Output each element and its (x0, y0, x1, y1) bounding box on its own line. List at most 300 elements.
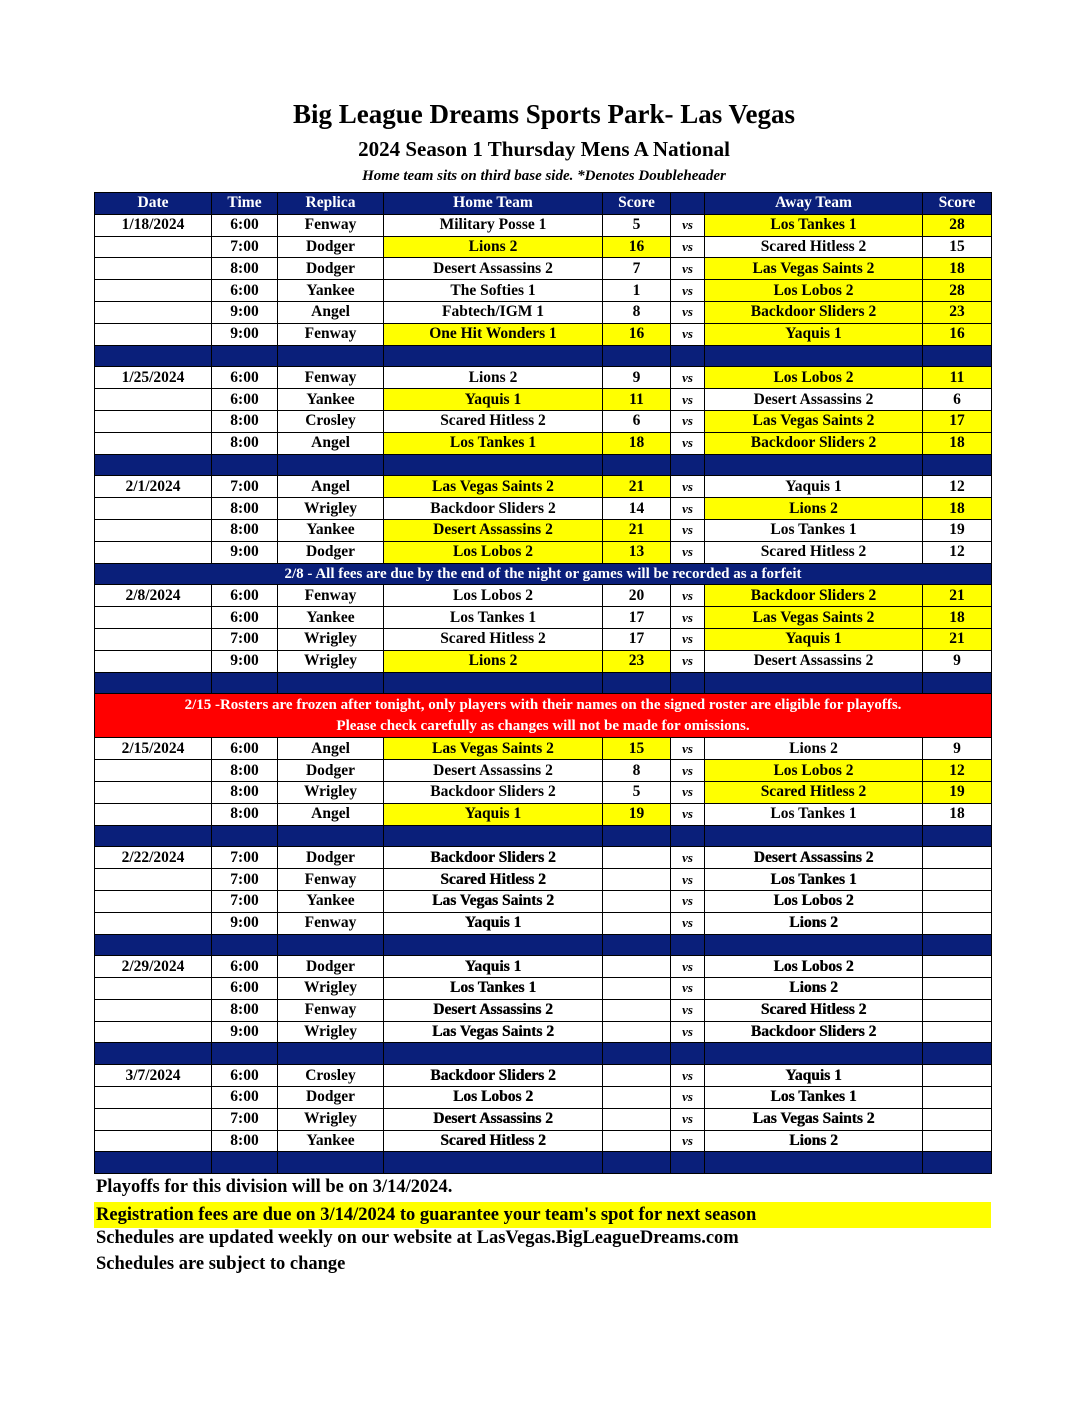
field-replica: Dodger (278, 847, 384, 869)
home-team: Los Tankes 1 (384, 432, 603, 454)
field-replica: Wrigley (278, 1108, 384, 1130)
away-team: Yaquis 1 (705, 1065, 923, 1087)
game-date (95, 236, 212, 258)
game-time: 9:00 (212, 323, 278, 345)
away-score: 18 (923, 432, 992, 454)
away-score: 11 (923, 367, 992, 389)
home-team: Yaquis 1 (384, 803, 603, 825)
separator-cell (671, 454, 705, 476)
website-note: Schedules are updated weekly on our website at LasVegas.BigLeagueDreams.com (96, 1228, 739, 1248)
home-score (603, 1087, 671, 1109)
home-score (603, 978, 671, 1000)
away-team: Lions 2 (705, 912, 923, 934)
game-date: 3/7/2024 (95, 1065, 212, 1087)
home-score: 8 (603, 760, 671, 782)
home-score: 5 (603, 214, 671, 236)
vs-label: vs (671, 650, 705, 672)
game-time: 6:00 (212, 367, 278, 389)
field-replica: Angel (278, 738, 384, 760)
home-score: 6 (603, 410, 671, 432)
home-score (603, 999, 671, 1021)
page-subtitle: 2024 Season 1 Thursday Mens A National (358, 137, 730, 161)
separator-cell (212, 934, 278, 956)
away-score: 18 (923, 258, 992, 280)
game-time: 8:00 (212, 498, 278, 520)
separator-cell (212, 1043, 278, 1065)
vs-label: vs (671, 847, 705, 869)
home-score (603, 1130, 671, 1152)
home-score (603, 847, 671, 869)
away-score: 21 (923, 628, 992, 650)
away-team: Backdoor Sliders 2 (705, 585, 923, 607)
col-header-time: Time (212, 193, 278, 215)
away-team: Yaquis 1 (705, 323, 923, 345)
away-team: Backdoor Sliders 2 (705, 301, 923, 323)
vs-label: vs (671, 738, 705, 760)
game-row (95, 323, 992, 345)
home-team-note: Home team sits on third base side. *Denotes Doubleheader (362, 168, 726, 184)
game-date: 2/1/2024 (95, 476, 212, 498)
game-time: 9:00 (212, 301, 278, 323)
separator-cell (384, 672, 603, 694)
away-team: Lions 2 (705, 738, 923, 760)
vs-label: vs (671, 978, 705, 1000)
game-time: 9:00 (212, 650, 278, 672)
vs-label: vs (671, 498, 705, 520)
game-time: 6:00 (212, 956, 278, 978)
vs-label: vs (671, 519, 705, 541)
away-score (923, 1130, 992, 1152)
away-score (923, 1021, 992, 1043)
game-date (95, 999, 212, 1021)
game-date: 1/25/2024 (95, 367, 212, 389)
game-date (95, 498, 212, 520)
home-score (603, 1065, 671, 1087)
separator-cell (95, 934, 212, 956)
separator-cell (671, 672, 705, 694)
away-team: Los Tankes 1 (705, 519, 923, 541)
home-team: Desert Assassins 2 (384, 1108, 603, 1130)
game-row (95, 519, 992, 541)
game-date (95, 1130, 212, 1152)
game-row (95, 476, 992, 498)
game-time: 6:00 (212, 978, 278, 1000)
home-team: Las Vegas Saints 2 (384, 476, 603, 498)
separator-cell (603, 825, 671, 847)
game-date (95, 628, 212, 650)
away-team: Backdoor Sliders 2 (705, 432, 923, 454)
roster-alert-line-2: Please check carefully as changes will not be made for omissions. (336, 717, 750, 734)
game-date (95, 280, 212, 302)
home-team: Desert Assassins 2 (384, 519, 603, 541)
field-replica: Wrigley (278, 781, 384, 803)
field-replica: Yankee (278, 607, 384, 629)
game-date: 2/15/2024 (95, 738, 212, 760)
home-team: One Hit Wonders 1 (384, 323, 603, 345)
separator-cell (95, 1152, 212, 1174)
separator-cell (95, 825, 212, 847)
home-score: 9 (603, 367, 671, 389)
separator-cell (923, 672, 992, 694)
vs-label: vs (671, 585, 705, 607)
game-date (95, 869, 212, 891)
separator-cell (705, 454, 923, 476)
game-row (95, 607, 992, 629)
home-score: 16 (603, 236, 671, 258)
away-team: Yaquis 1 (705, 628, 923, 650)
separator-cell (603, 934, 671, 956)
home-score: 21 (603, 476, 671, 498)
away-team: Los Lobos 2 (705, 367, 923, 389)
separator-cell (671, 345, 705, 367)
game-time: 9:00 (212, 1021, 278, 1043)
vs-label: vs (671, 476, 705, 498)
away-team: Scared Hitless 2 (705, 999, 923, 1021)
away-team: Los Lobos 2 (705, 956, 923, 978)
field-replica: Crosley (278, 1065, 384, 1087)
away-team: Las Vegas Saints 2 (705, 607, 923, 629)
vs-label: vs (671, 541, 705, 563)
away-team: Yaquis 1 (705, 476, 923, 498)
field-replica: Dodger (278, 258, 384, 280)
game-date (95, 650, 212, 672)
away-score (923, 847, 992, 869)
game-time: 9:00 (212, 541, 278, 563)
home-team: Las Vegas Saints 2 (384, 1021, 603, 1043)
separator-cell (384, 1043, 603, 1065)
separator-cell (671, 825, 705, 847)
home-score: 5 (603, 781, 671, 803)
field-replica: Fenway (278, 999, 384, 1021)
separator-cell (384, 345, 603, 367)
field-replica: Angel (278, 803, 384, 825)
away-team: Lions 2 (705, 498, 923, 520)
schedule-table (94, 192, 992, 1174)
game-time: 6:00 (212, 280, 278, 302)
separator-cell (212, 454, 278, 476)
away-score: 28 (923, 214, 992, 236)
game-row (95, 781, 992, 803)
separator-row (95, 1152, 992, 1174)
field-replica: Fenway (278, 367, 384, 389)
away-score: 12 (923, 760, 992, 782)
vs-label: vs (671, 1108, 705, 1130)
away-score (923, 956, 992, 978)
home-team: Backdoor Sliders 2 (384, 498, 603, 520)
game-row (95, 258, 992, 280)
game-row (95, 978, 992, 1000)
home-score: 15 (603, 738, 671, 760)
separator-row (95, 454, 992, 476)
away-team: Las Vegas Saints 2 (705, 1108, 923, 1130)
vs-label: vs (671, 781, 705, 803)
separator-cell (671, 1043, 705, 1065)
away-score: 15 (923, 236, 992, 258)
separator-cell (923, 1152, 992, 1174)
vs-label: vs (671, 890, 705, 912)
home-team: Los Tankes 1 (384, 978, 603, 1000)
vs-label: vs (671, 1065, 705, 1087)
game-date (95, 258, 212, 280)
vs-label: vs (671, 999, 705, 1021)
home-score (603, 890, 671, 912)
away-score (923, 978, 992, 1000)
away-score: 19 (923, 781, 992, 803)
separator-cell (278, 1043, 384, 1065)
away-team: Los Lobos 2 (705, 760, 923, 782)
away-score (923, 1087, 992, 1109)
separator-cell (384, 1152, 603, 1174)
roster-alert-line-1: 2/15 -Rosters are frozen after tonight, only players with their names on the signed roster are eligible for playoffs. (184, 696, 902, 713)
game-time: 6:00 (212, 738, 278, 760)
away-score: 28 (923, 280, 992, 302)
game-row (95, 1108, 992, 1130)
separator-cell (384, 454, 603, 476)
separator-cell (384, 934, 603, 956)
game-time: 9:00 (212, 912, 278, 934)
game-time: 8:00 (212, 519, 278, 541)
home-score: 1 (603, 280, 671, 302)
vs-label: vs (671, 389, 705, 411)
home-score: 14 (603, 498, 671, 520)
schedule-body (95, 214, 992, 1173)
home-team: Backdoor Sliders 2 (384, 847, 603, 869)
separator-cell (603, 1152, 671, 1174)
game-time: 7:00 (212, 890, 278, 912)
game-date (95, 432, 212, 454)
game-row (95, 1087, 992, 1109)
game-time: 8:00 (212, 999, 278, 1021)
vs-label: vs (671, 236, 705, 258)
away-team: Backdoor Sliders 2 (705, 1021, 923, 1043)
home-score: 21 (603, 519, 671, 541)
home-score: 17 (603, 628, 671, 650)
field-replica: Angel (278, 301, 384, 323)
game-time: 7:00 (212, 847, 278, 869)
separator-cell (923, 345, 992, 367)
separator-cell (278, 345, 384, 367)
away-score: 18 (923, 803, 992, 825)
game-time: 6:00 (212, 607, 278, 629)
game-row (95, 956, 992, 978)
away-team: Los Tankes 1 (705, 1087, 923, 1109)
vs-label: vs (671, 760, 705, 782)
away-score (923, 890, 992, 912)
vs-label: vs (671, 869, 705, 891)
game-time: 6:00 (212, 585, 278, 607)
roster-alert (95, 694, 992, 738)
field-replica: Wrigley (278, 650, 384, 672)
home-score: 23 (603, 650, 671, 672)
home-team: Fabtech/IGM 1 (384, 301, 603, 323)
field-replica: Yankee (278, 519, 384, 541)
away-team: Los Lobos 2 (705, 890, 923, 912)
col-header-home-team: Home Team (384, 193, 603, 215)
game-row (95, 367, 992, 389)
game-row (95, 760, 992, 782)
home-team: Las Vegas Saints 2 (384, 738, 603, 760)
away-score: 21 (923, 585, 992, 607)
field-replica: Angel (278, 432, 384, 454)
game-row (95, 585, 992, 607)
game-time: 8:00 (212, 803, 278, 825)
game-time: 7:00 (212, 869, 278, 891)
game-row (95, 541, 992, 563)
game-row (95, 738, 992, 760)
field-replica: Wrigley (278, 628, 384, 650)
home-score (603, 1021, 671, 1043)
home-team: Yaquis 1 (384, 956, 603, 978)
away-score: 6 (923, 389, 992, 411)
col-header-away-score: Score (923, 193, 992, 215)
home-team: Scared Hitless 2 (384, 869, 603, 891)
away-team: Scared Hitless 2 (705, 541, 923, 563)
away-score: 18 (923, 607, 992, 629)
field-replica: Wrigley (278, 498, 384, 520)
game-row (95, 847, 992, 869)
game-row (95, 389, 992, 411)
field-replica: Dodger (278, 760, 384, 782)
separator-cell (671, 934, 705, 956)
game-row (95, 628, 992, 650)
separator-cell (95, 672, 212, 694)
home-team: Los Lobos 2 (384, 1087, 603, 1109)
game-row (95, 1021, 992, 1043)
game-time: 6:00 (212, 214, 278, 236)
away-team: Desert Assassins 2 (705, 847, 923, 869)
vs-label: vs (671, 956, 705, 978)
home-team: Scared Hitless 2 (384, 628, 603, 650)
game-time: 8:00 (212, 410, 278, 432)
away-score (923, 869, 992, 891)
separator-cell (212, 345, 278, 367)
game-date (95, 607, 212, 629)
home-score: 20 (603, 585, 671, 607)
col-header-away-team: Away Team (705, 193, 923, 215)
away-team: Los Lobos 2 (705, 280, 923, 302)
field-replica: Yankee (278, 890, 384, 912)
vs-label: vs (671, 280, 705, 302)
game-date (95, 803, 212, 825)
game-row (95, 869, 992, 891)
game-row (95, 890, 992, 912)
separator-cell (278, 1152, 384, 1174)
home-score (603, 1108, 671, 1130)
game-time: 8:00 (212, 781, 278, 803)
separator-cell (278, 672, 384, 694)
separator-cell (603, 1043, 671, 1065)
home-score: 8 (603, 301, 671, 323)
game-date: 2/22/2024 (95, 847, 212, 869)
separator-cell (671, 1152, 705, 1174)
separator-cell (212, 672, 278, 694)
home-team: Desert Assassins 2 (384, 999, 603, 1021)
field-replica: Dodger (278, 956, 384, 978)
separator-cell (923, 1043, 992, 1065)
vs-label: vs (671, 1087, 705, 1109)
game-date (95, 1087, 212, 1109)
separator-cell (603, 454, 671, 476)
vs-label: vs (671, 410, 705, 432)
game-date (95, 760, 212, 782)
away-score: 23 (923, 301, 992, 323)
field-replica: Fenway (278, 585, 384, 607)
vs-label: vs (671, 301, 705, 323)
home-team: Military Posse 1 (384, 214, 603, 236)
separator-cell (95, 345, 212, 367)
separator-row (95, 934, 992, 956)
home-team: Los Lobos 2 (384, 585, 603, 607)
home-team: Lions 2 (384, 236, 603, 258)
field-replica: Wrigley (278, 1021, 384, 1043)
field-replica: Yankee (278, 280, 384, 302)
separator-cell (923, 454, 992, 476)
away-team: Desert Assassins 2 (705, 389, 923, 411)
vs-label: vs (671, 323, 705, 345)
game-date (95, 978, 212, 1000)
home-score: 17 (603, 607, 671, 629)
page-title: Big League Dreams Sports Park- Las Vegas (292, 99, 796, 129)
game-row (95, 432, 992, 454)
game-time: 7:00 (212, 476, 278, 498)
game-date (95, 541, 212, 563)
fees-notice: 2/8 - All fees are due by the end of the night or games will be recorded as a forfeit (95, 563, 992, 585)
game-date (95, 1021, 212, 1043)
vs-label: vs (671, 1130, 705, 1152)
playoffs-note: Playoffs for this division will be on 3/14/2024. (96, 1177, 453, 1197)
roster-alert-row (95, 694, 992, 738)
game-row (95, 410, 992, 432)
field-replica: Dodger (278, 236, 384, 258)
game-date: 2/8/2024 (95, 585, 212, 607)
away-score: 17 (923, 410, 992, 432)
separator-cell (705, 825, 923, 847)
game-row (95, 498, 992, 520)
game-date: 1/18/2024 (95, 214, 212, 236)
separator-cell (705, 345, 923, 367)
separator-cell (95, 454, 212, 476)
away-score (923, 1065, 992, 1087)
game-time: 8:00 (212, 258, 278, 280)
home-score: 13 (603, 541, 671, 563)
game-time: 8:00 (212, 432, 278, 454)
separator-cell (278, 454, 384, 476)
game-date (95, 890, 212, 912)
home-score: 11 (603, 389, 671, 411)
field-replica: Yankee (278, 389, 384, 411)
game-row (95, 236, 992, 258)
game-date (95, 1108, 212, 1130)
field-replica: Dodger (278, 541, 384, 563)
away-score: 19 (923, 519, 992, 541)
fees-notice-row (95, 563, 992, 585)
separator-row (95, 825, 992, 847)
home-score: 7 (603, 258, 671, 280)
game-date (95, 781, 212, 803)
home-team: Backdoor Sliders 2 (384, 1065, 603, 1087)
col-header-date: Date (95, 193, 212, 215)
separator-cell (384, 825, 603, 847)
game-time: 8:00 (212, 760, 278, 782)
separator-cell (212, 825, 278, 847)
home-team: Las Vegas Saints 2 (384, 890, 603, 912)
separator-cell (95, 1043, 212, 1065)
game-time: 6:00 (212, 389, 278, 411)
game-date (95, 519, 212, 541)
separator-cell (705, 672, 923, 694)
field-replica: Crosley (278, 410, 384, 432)
vs-label: vs (671, 432, 705, 454)
